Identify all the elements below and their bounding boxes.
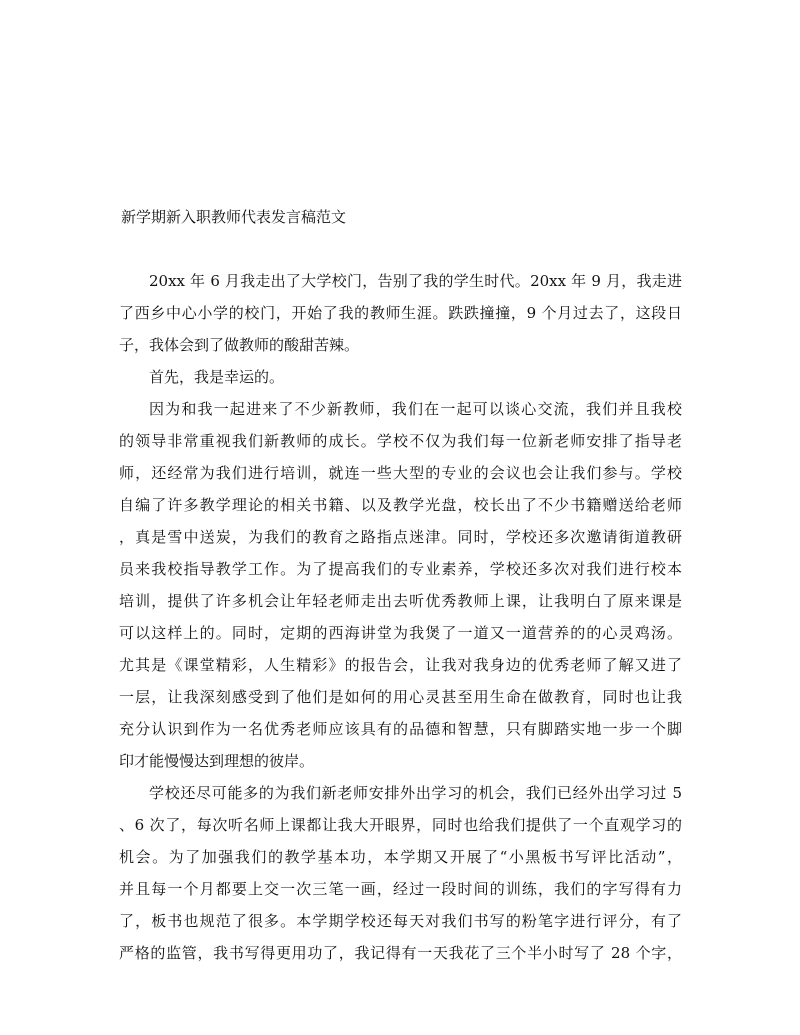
paragraph-line: 培训，提供了许多机会让年轻老师走出去听优秀教师上课，让我明白了原来课是 bbox=[119, 592, 682, 610]
paragraph-line: 尤其是《课堂精彩，人生精彩》的报告会，让我对我身边的优秀老师了解又进了 bbox=[119, 656, 682, 674]
paragraph-line: 员来我校指导教学工作。为了提高我们的专业素养，学校还多次对我们进行校本 bbox=[119, 560, 682, 578]
paragraph-line: 首先，我是幸运的。 bbox=[149, 368, 285, 386]
paragraph-line: 严格的监管，我书写得更用功了，我记得有一天我花了三个半小时写了 28 个字， bbox=[119, 944, 682, 962]
paragraph-line: 一层，让我深刻感受到了他们是如何的用心灵甚至用生命在做教育，同时也让我 bbox=[119, 688, 682, 706]
paragraph-line: 机会。为了加强我们的教学基本功，本学期又开展了“小黑板书写评比活动”， bbox=[119, 848, 682, 866]
paragraph-line: 师，还经常为我们进行培训，就连一些大型的专业的会议也会让我们参与。学校 bbox=[119, 464, 682, 482]
paragraph-line: 可以这样上的。同时，定期的西海讲堂为我煲了一道又一道营养的的心灵鸡汤。 bbox=[119, 624, 682, 642]
document-title: 新学期新入职教师代表发言稿范文 bbox=[121, 208, 347, 226]
paragraph-line: 了西乡中心小学的校门，开始了我的教师生涯。跌跌撞撞，9 个月过去了，这段日 bbox=[119, 304, 682, 322]
paragraph-line: 充分认识到作为一名优秀老师应该具有的品德和智慧，只有脚踏实地一步一个脚 bbox=[119, 720, 682, 738]
paragraph-line: 了，板书也规范了很多。本学期学校还每天对我们书写的粉笔字进行评分，有了 bbox=[119, 912, 682, 930]
paragraph-line: 并且每一个月都要上交一次三笔一画，经过一段时间的训练，我们的字写得有力 bbox=[119, 880, 682, 898]
document-body bbox=[119, 265, 682, 969]
paragraph-line: 印才能慢慢达到理想的彼岸。 bbox=[119, 752, 315, 770]
paragraph-line: 20xx 年 6 月我走出了大学校门，告别了我的学生时代。20xx 年 9 月，我走进 bbox=[149, 272, 682, 290]
paragraph-line: 因为和我一起进来了不少新教师，我们在一起可以谈心交流，我们并且我校 bbox=[149, 400, 682, 418]
paragraph-line: 子，我体会到了做教师的酸甜苦辣。 bbox=[119, 336, 360, 354]
paragraph-line: 学校还尽可能多的为我们新老师安排外出学习的机会，我们已经外出学习过 5 bbox=[149, 784, 682, 802]
paragraph-line: 、6 次了，每次听名师上课都让我大开眼界，同时也给我们提供了一个直观学习的 bbox=[119, 816, 682, 834]
paragraph-line: ，真是雪中送炭，为我们的教育之路指点迷津。同时，学校还多次邀请街道教研 bbox=[119, 528, 682, 546]
paragraph-line: 的领导非常重视我们新教师的成长。学校不仅为我们每一位新老师安排了指导老 bbox=[119, 432, 682, 450]
paragraph-line: 自编了许多教学理论的相关书籍、以及教学光盘，校长出了不少书籍赠送给老师 bbox=[119, 496, 682, 514]
